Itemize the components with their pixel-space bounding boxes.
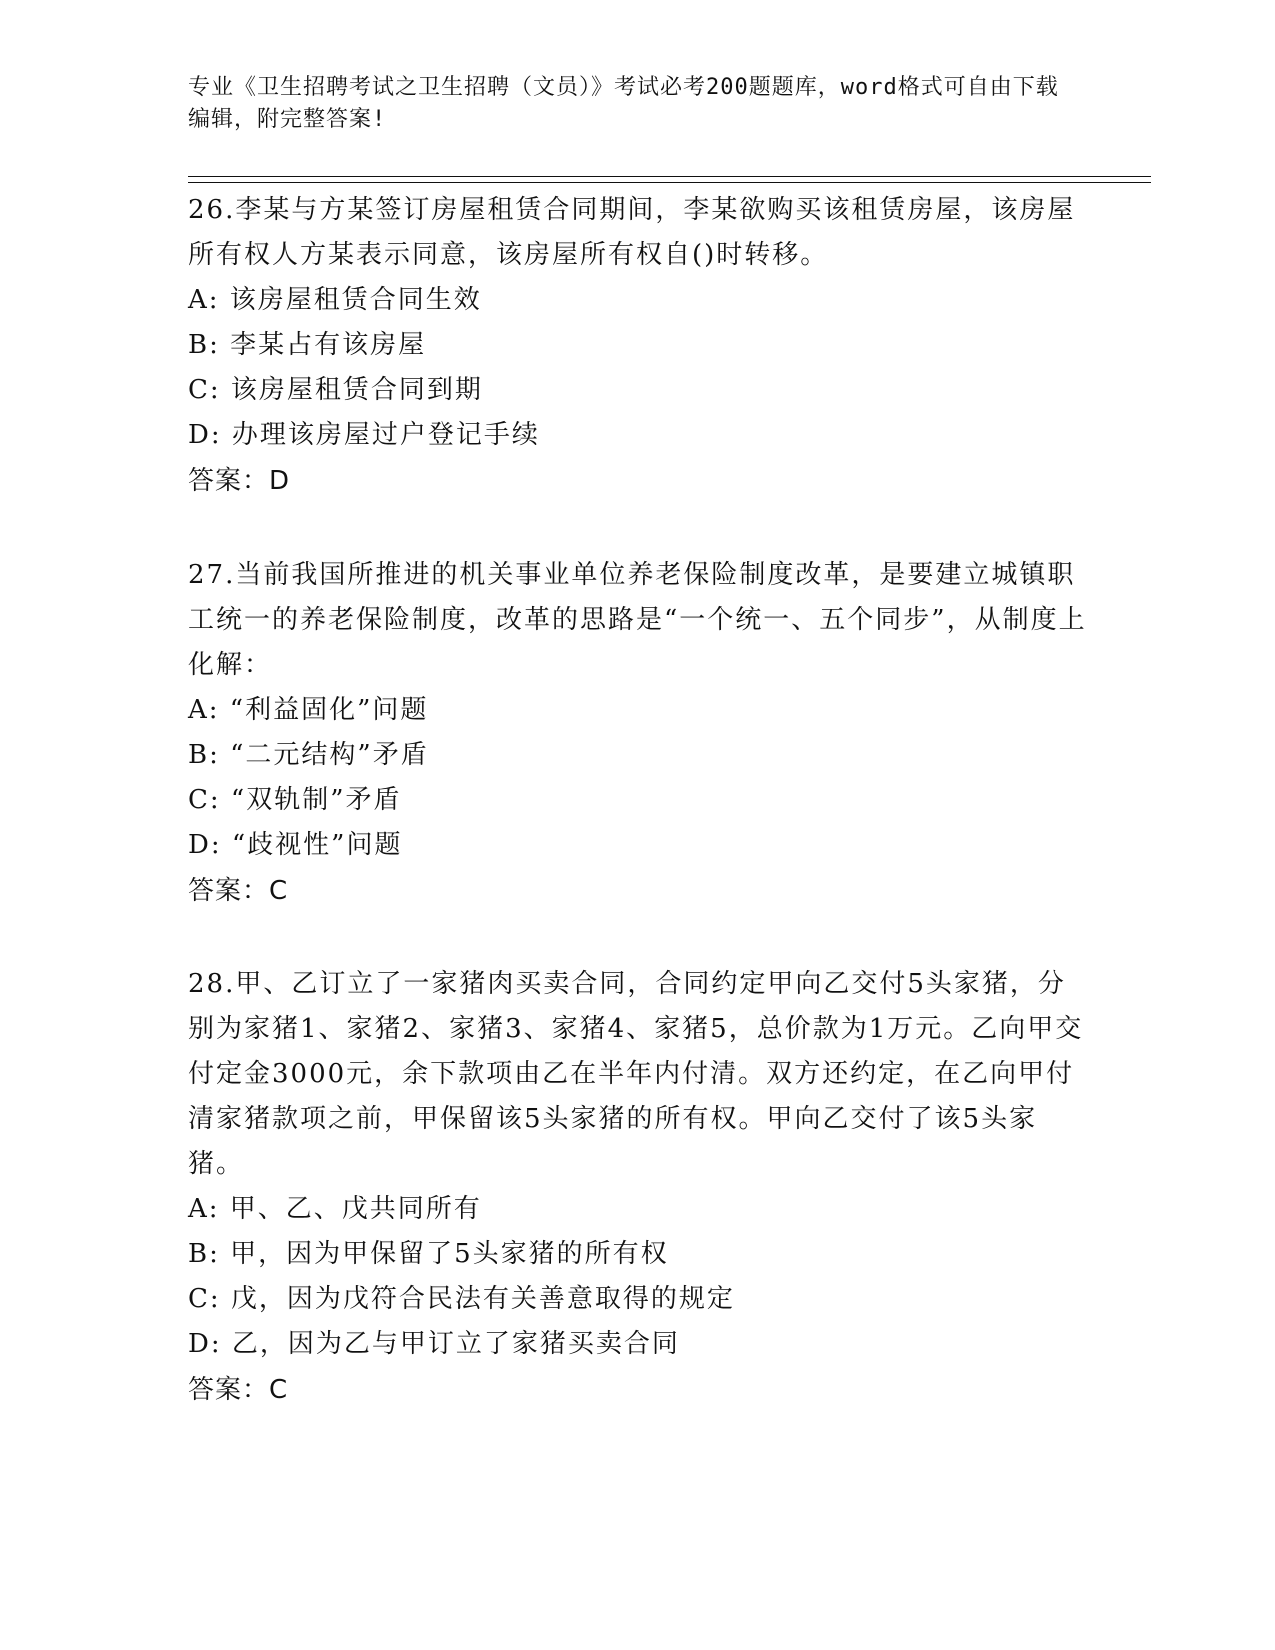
option-a: A: 该房屋租赁合同生效 xyxy=(188,285,482,315)
option-c: C: “双轨制”矛盾 xyxy=(188,785,402,815)
option-d: D: 乙，因为乙与甲订立了家猪买卖合同 xyxy=(188,1329,680,1359)
question-28 xyxy=(188,962,1088,1413)
question-26 xyxy=(188,188,1088,504)
option-a: A: 甲、乙、戊共同所有 xyxy=(188,1194,482,1224)
divider-line-top xyxy=(188,176,1151,177)
option-d: D: 办理该房屋过户登记手续 xyxy=(188,420,540,450)
answer: 答案：C xyxy=(188,876,289,906)
option-c: C: 该房屋租赁合同到期 xyxy=(188,375,483,405)
answer: 答案：D xyxy=(188,466,291,496)
question-27 xyxy=(188,553,1088,914)
option-a: A: “利益固化”问题 xyxy=(188,695,429,725)
option-b: B: 李某占有该房屋 xyxy=(188,330,427,360)
question-stem: 28.甲、乙订立了一家猪肉买卖合同，合同约定甲向乙交付5头家猪，分别为家猪1、家猪2、家猪3、家猪4、家猪5，总价款为1万元。乙向甲交付定金3000元，余下款项由乙在半年内付清。双方还约定，在乙向甲付清家猪款项之前，甲保留该5头家猪的所有权。甲向乙交付了该5头家猪。 xyxy=(188,969,1084,1179)
question-stem: 27.当前我国所推进的机关事业单位养老保险制度改革，是要建立城镇职工统一的养老保险制度，改革的思路是“一个统一、五个同步”，从制度上化解： xyxy=(188,560,1087,680)
answer: 答案：C xyxy=(188,1375,289,1405)
option-c: C: 戊，因为戊符合民法有关善意取得的规定 xyxy=(188,1284,735,1314)
document-intro: 专业《卫生招聘考试之卫生招聘（文员）》考试必考200题题库，word格式可自由下载编辑，附完整答案! xyxy=(188,75,1059,132)
option-b: B: 甲，因为甲保留了5头家猪的所有权 xyxy=(188,1239,669,1269)
option-b: B: “二元结构”矛盾 xyxy=(188,740,429,770)
option-d: D: “歧视性”问题 xyxy=(188,830,403,860)
divider-line-bottom xyxy=(188,182,1151,183)
question-stem: 26.李某与方某签订房屋租赁合同期间，李某欲购买该租赁房屋，该房屋所有权人方某表示同意，该房屋所有权自()时转移。 xyxy=(188,195,1076,270)
